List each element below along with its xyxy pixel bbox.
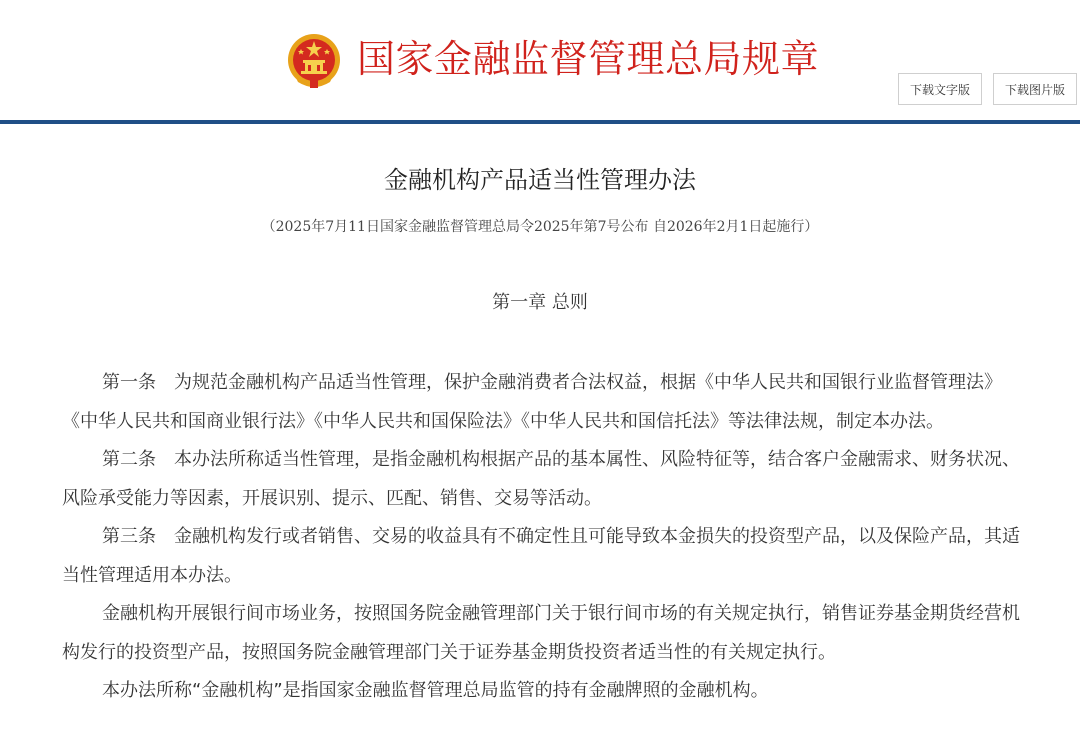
document-title: 金融机构产品适当性管理办法 [384,166,696,194]
national-emblem-icon [286,32,342,90]
article-3-paragraph-2: 金融机构开展银行间市场业务，按照国务院金融管理部门关于银行间市场的有关规定执行，销售证券基金期货经营机构发行的投资型产品，按照国务院金融管理部门关于证券基金期货投资者适当性的有关规定执行。 [62,603,1020,663]
download-text-version-button[interactable]: 下载文字版 [898,73,982,105]
site-header [0,0,1080,120]
document-body [62,364,1020,711]
download-image-version-button[interactable]: 下载图片版 [993,73,1077,105]
chapter-heading: 第一章 总则 [492,292,588,313]
header-divider-bar [0,120,1080,124]
article-2-paragraph: 第二条 本办法所称适当性管理，是指金融机构根据产品的基本属性、风险特征等，结合客户金融需求、财务状况、风险承受能力等因素，开展识别、提示、匹配、销售、交易等活动。 [62,449,1020,509]
article-3-paragraph-3: 本办法所称“金融机构”是指国家金融监督管理总局监管的持有金融牌照的金融机构。 [102,680,769,701]
article-3-paragraph: 第三条 金融机构发行或者销售、交易的收益具有不确定性且可能导致本金损失的投资型产品，以及保险产品，其适当性管理适用本办法。 [62,526,1020,586]
site-title: 国家金融监督管理总局规章 [357,37,820,81]
article-1-paragraph: 第一条 为规范金融机构产品适当性管理，保护金融消费者合法权益，根据《中华人民共和国银行业监督管理法》《中华人民共和国商业银行法》《中华人民共和国保险法》《中华人民共和国信托法》等法律法规，制定本办法。 [62,372,1002,432]
document-meta: （2025年7月11日国家金融监督管理总局令2025年第7号公布 自2026年2月1日起施行） [261,219,819,235]
